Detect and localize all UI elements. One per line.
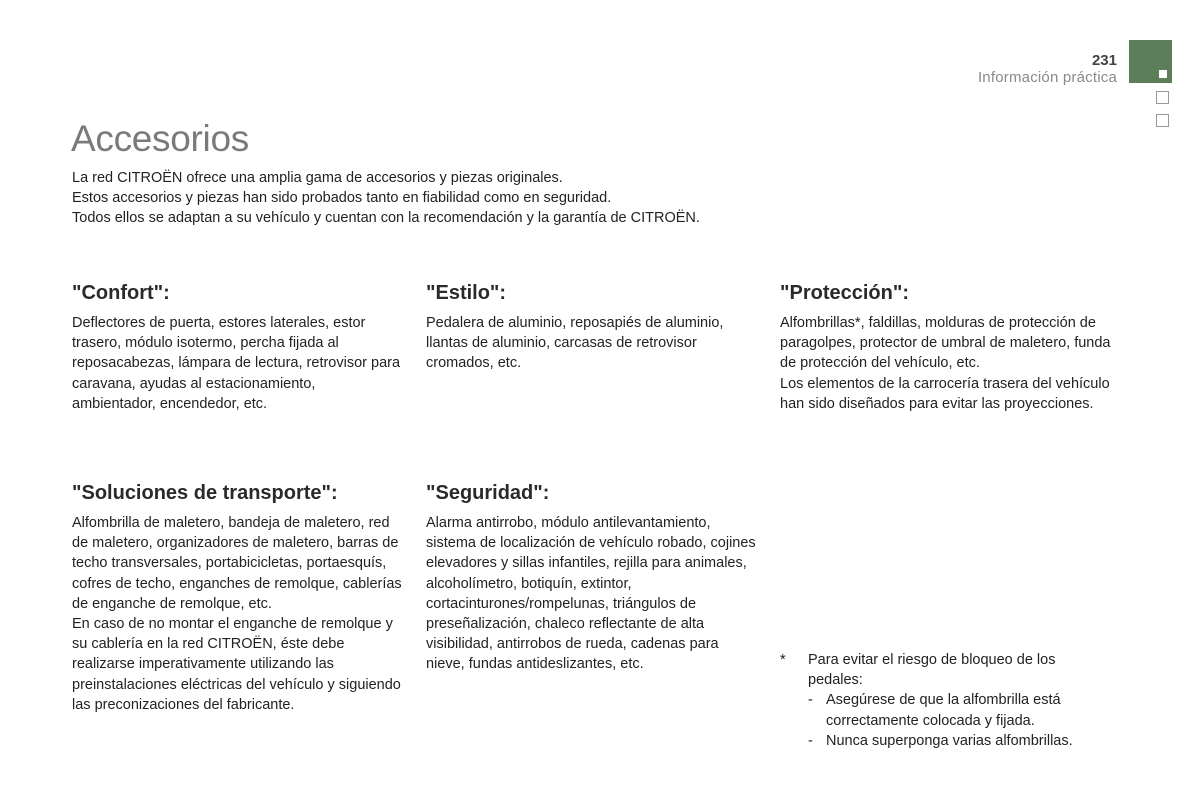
page-title: Accesorios xyxy=(71,118,249,159)
category-text: Pedalera de aluminio, reposapiés de aluminio, llantas de aluminio, carcasas de retrovisor cromados, etc. xyxy=(426,315,724,372)
footnote-marker: * xyxy=(780,652,786,668)
category-text-note: En caso de no montar el enganche de remolque y su cablería en la red CITROËN, éste debe realizarse imperativamente utilizando las preinstalaciones eléctricas del vehículo y siguiendo las preconizaciones del fabricante. xyxy=(72,616,401,713)
category-heading: "Seguridad": xyxy=(426,482,550,504)
category-heading: "Confort": xyxy=(72,282,170,304)
section-tab-box-1 xyxy=(1156,91,1169,104)
list-item xyxy=(808,690,1110,730)
category-seguridad xyxy=(426,481,756,675)
intro-line-3: Todos ellos se adaptan a su vehículo y cuentan con la recomendación y la garantía de CITROËN. xyxy=(72,210,700,227)
bullet-dash: - xyxy=(808,732,813,749)
footnote xyxy=(780,650,1110,751)
category-estilo xyxy=(426,281,756,374)
list-item-text: Nunca superponga varias alfombrillas. xyxy=(826,732,1073,749)
intro-line-1: La red CITROËN ofrece una amplia gama de accesorios y piezas originales. xyxy=(72,170,563,186)
intro-paragraph xyxy=(72,168,832,229)
category-confort xyxy=(72,281,402,414)
category-heading: "Soluciones de transporte": xyxy=(72,482,338,504)
page-number: 231 xyxy=(1091,52,1117,69)
section-label: Información práctica xyxy=(977,69,1117,86)
intro-line-2: Estos accesorios y piezas han sido probados tanto en fiabilidad como en seguridad. xyxy=(72,190,612,207)
section-tab-marker xyxy=(1129,40,1172,83)
section-tab-box-2 xyxy=(1156,114,1169,127)
footnote-text: Para evitar el riesgo de bloqueo de los pedales: xyxy=(808,652,1056,689)
category-text: Alarma antirrobo, módulo antilevantamiento, sistema de localización de vehículo robado, cojines elevadores y sillas infantiles, rejilla para animales, alcoholímetro, botiquín, extintor, cortacinturones/rompelunas, triángulos de preseñalización, chaleco reflectante de alta visibilidad, antirrobos de rueda, cadenas para nieve, fundas antideslizantes, etc. xyxy=(426,515,756,673)
category-text-note: Los elementos de la carrocería trasera del vehículo han sido diseñados para evitar las proyecciones. xyxy=(780,375,1110,412)
category-proteccion xyxy=(780,281,1112,414)
list-item-text: Asegúrese de que la alfombrilla está correctamente colocada y fijada. xyxy=(826,692,1061,729)
category-text: Alfombrilla de maletero, bandeja de maletero, red de maletero, organizadores de maletero, barras de techo transversales, portabicicletas, portaesquís, cofres de techo, enganches de remolque, cablerías de enganche de remolque, etc. xyxy=(72,515,402,612)
category-text: Deflectores de puerta, estores laterales, estor trasero, módulo isotermo, percha fijada al reposacabezas, lámpara de lectura, retrovisor para caravana, ayudas al estacionamiento, ambientador, encendedor, etc. xyxy=(72,315,401,412)
footnote-list xyxy=(780,690,1110,751)
bullet-dash: - xyxy=(808,692,813,709)
category-text: Alfombrillas*, faldillas, molduras de protección de paragolpes, protector de umbral de maletero, funda de protección del vehículo, etc. xyxy=(780,315,1111,372)
category-transporte xyxy=(72,481,402,715)
list-item xyxy=(808,731,1110,751)
tab-marker-dot xyxy=(1159,70,1167,78)
category-heading: "Protección": xyxy=(780,282,909,304)
category-heading: "Estilo": xyxy=(426,282,507,304)
